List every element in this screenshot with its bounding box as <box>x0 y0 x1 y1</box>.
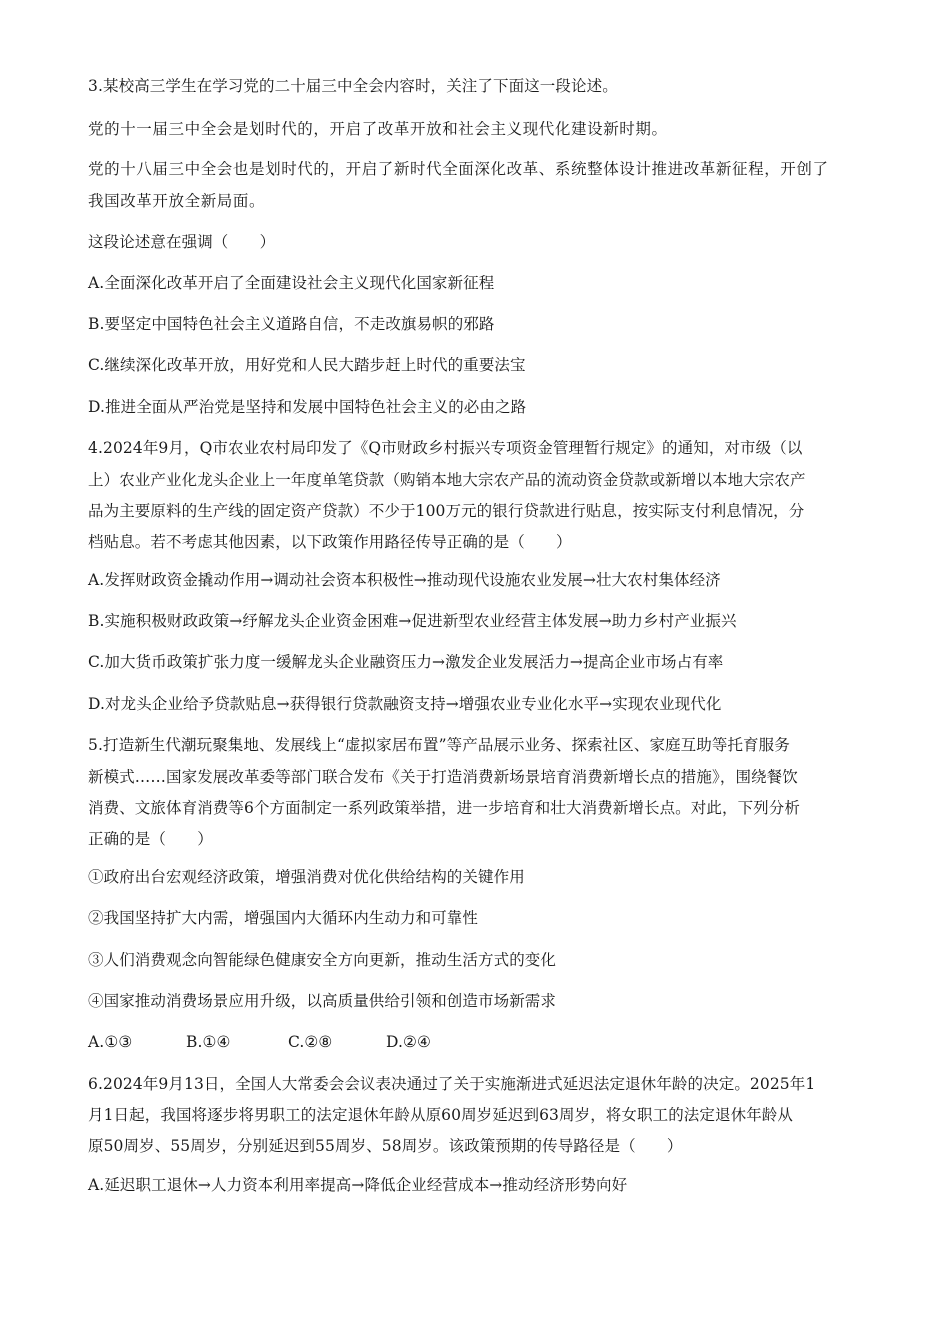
q5-item-1: ①政府出台宏观经济政策，增强消费对优化供给结构的关键作用 <box>88 868 525 886</box>
q4-stem-line-2: 上）农业产业化龙头企业上一年度单笔贷款（购销本地大宗农产品的流动资金贷款或新增以本地大宗农产 <box>88 471 806 489</box>
q4-option-d: D.对龙头企业给予贷款贴息→获得银行贷款融资支持→增强农业专业化水平→实现农业现代化 <box>88 695 722 713</box>
q4-option-b: B.实施积极财政政策→纾解龙头企业资金困难→促进新型农业经营主体发展→助力乡村产业振兴 <box>88 612 737 630</box>
q5-item-3: ③人们消费观念向智能绿色健康安全方向更新，推动生活方式的变化 <box>88 951 557 969</box>
q4-stem-line-3: 品为主要原料的生产线的固定资产贷款）不少于100万元的银行贷款进行贴息，按实际支付利息情况，分 <box>88 502 805 520</box>
q3-option-b: B.要坚定中国特色社会主义道路自信，不走改旗易帜的邪路 <box>88 315 495 333</box>
q4-option-c: C.加大货币政策扩张力度一缓解龙头企业融资压力→激发企业发展活力→提高企业市场占有率 <box>88 653 724 671</box>
q6-stem-line-1: 6.2024年9月13日，全国人大常委会会议表决通过了关于实施渐进式延迟法定退休年龄的决定。2025年1 <box>88 1075 816 1093</box>
q5-choice-a: A.①③ <box>88 1033 133 1051</box>
q3-ask: 这段论述意在强调（ ） <box>88 233 276 251</box>
q4-stem-line-4: 档贴息。若不考虑其他因素，以下政策作用路径传导正确的是（ ） <box>88 533 572 551</box>
q5-choice-b: B.①④ <box>186 1033 231 1051</box>
q3-quote-2a: 党的十八届三中全会也是划时代的，开启了新时代全面深化改革、系统整体设计推进改革新征程，开创了 <box>88 160 829 178</box>
q4-option-a: A.发挥财政资金撬动作用→调动社会资本积极性→推动现代设施农业发展→壮大农村集体经济 <box>88 571 721 589</box>
q3-option-d: D.推进全面从严治党是坚持和发展中国特色社会主义的必由之路 <box>88 398 527 416</box>
q5-choice-c: C.②⑧ <box>288 1033 333 1051</box>
q5-choice-d: D.②④ <box>386 1033 431 1051</box>
q3-quote-2b: 我国改革开放全新局面。 <box>88 192 266 210</box>
q5-item-2: ②我国坚持扩大内需，增强国内大循环内生动力和可靠性 <box>88 909 479 927</box>
q5-stem-line-1: 5.打造新生代潮玩聚集地、发展线上“虚拟家居布置”等产品展示业务、探索社区、家庭互助等托育服务 <box>88 736 790 754</box>
q5-choices <box>88 1032 868 1052</box>
q3-option-a: A.全面深化改革开启了全面建设社会主义现代化国家新征程 <box>88 274 495 292</box>
q3-stem: 3.某校高三学生在学习党的二十届三中全会内容时，关注了下面这一段论述。 <box>88 77 618 95</box>
q4-stem-line-1: 4.2024年9月，Q市农业农村局印发了《Q市财政乡村振兴专项资金管理暂行规定》的通知，对市级（以 <box>88 439 803 457</box>
q6-option-a: A.延迟职工退休→人力资本利用率提高→降低企业经营成本→推动经济形势向好 <box>88 1176 628 1194</box>
q6-stem-line-3: 原50周岁、55周岁，分别延迟到55周岁、58周岁。该政策预期的传导路径是（ ） <box>88 1137 683 1155</box>
q3-option-c: C.继续深化改革开放，用好党和人民大踏步赶上时代的重要法宝 <box>88 356 526 374</box>
q3-quote-1: 党的十一届三中全会是划时代的，开启了改革开放和社会主义现代化建设新时期。 <box>88 120 668 138</box>
q5-stem-line-4: 正确的是（ ） <box>88 830 213 848</box>
q5-item-4: ④国家推动消费场景应用升级，以高质量供给引领和创造市场新需求 <box>88 992 557 1010</box>
q6-stem-line-2: 月1日起，我国将逐步将男职工的法定退休年龄从原60周岁延迟到63周岁，将女职工的法定退休年龄从 <box>88 1106 794 1124</box>
q5-stem-line-2: 新模式……国家发展改革委等部门联合发布《关于打造消费新场景培育消费新增长点的措施》，围绕餐饮 <box>88 768 798 786</box>
q5-stem-line-3: 消费、文旅体育消费等6个方面制定一系列政策举措，进一步培育和壮大消费新增长点。对此，下列分析 <box>88 799 800 817</box>
